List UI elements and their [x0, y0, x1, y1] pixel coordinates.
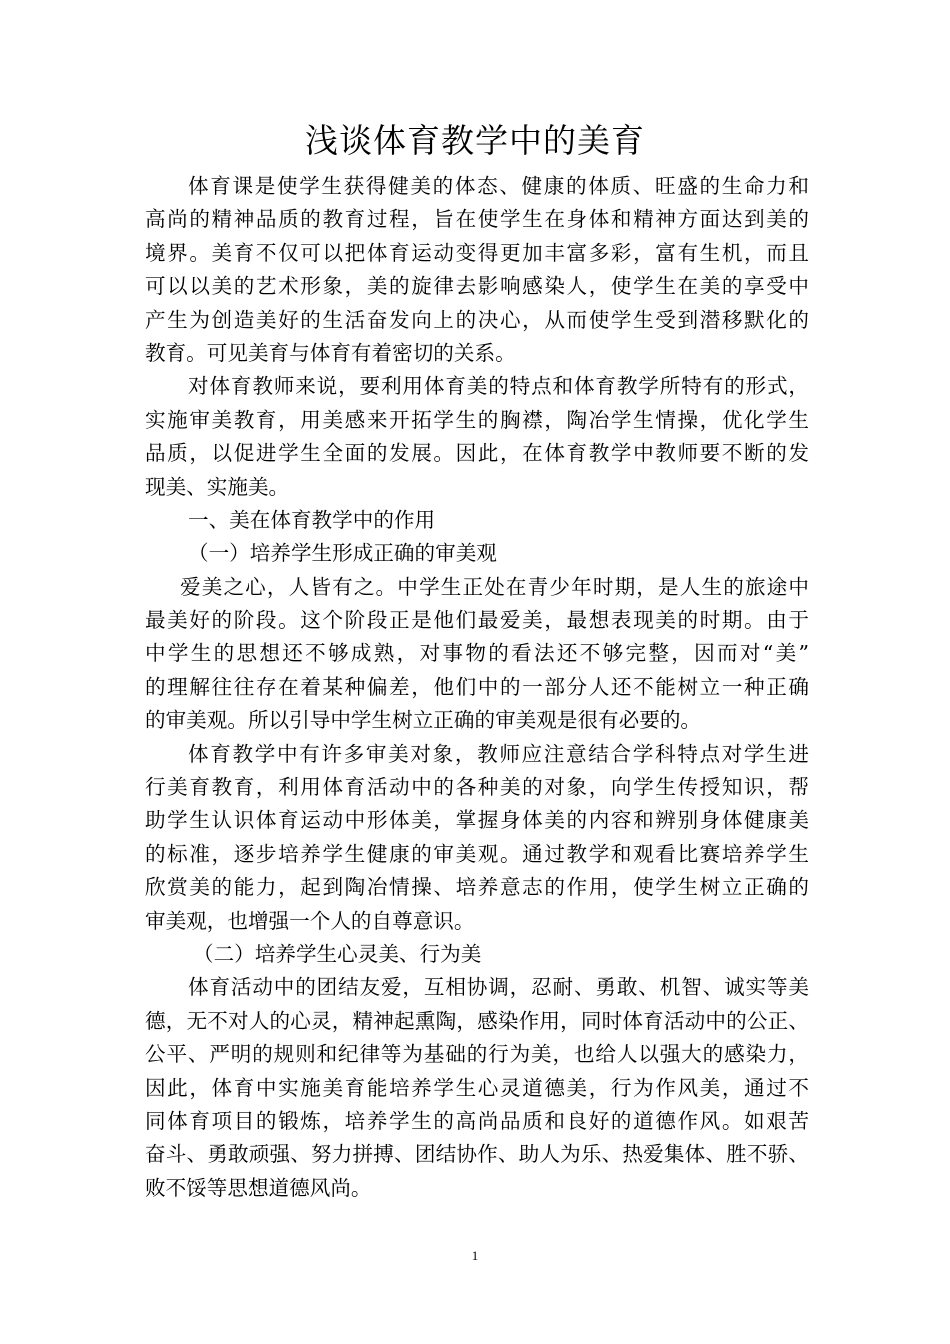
- text-line: 的理解往往存在着某种偏差，他们中的一部分人还不能树立一种正确: [145, 674, 809, 699]
- text-line: 德，无不对人的心灵，精神起熏陶，感染作用，同时体育活动中的公正、: [145, 1008, 809, 1033]
- text-line: 体育教学中有许多审美对象，教师应注意结合学科特点对学生进: [188, 741, 809, 766]
- text-line: 因此，体育中实施美育能培养学生心灵道德美，行为作风美，通过不: [145, 1075, 809, 1100]
- text-line: 的标准，逐步培养学生健康的审美观。通过教学和观看比赛培养学生: [145, 841, 809, 866]
- text-line: 教育。可见美育与体育有着密切的关系。: [145, 340, 516, 365]
- page-number: 1: [471, 1248, 479, 1263]
- text-line: 同体育项目的锻炼，培养学生的高尚品质和良好的道德作风。如艰苦: [145, 1108, 809, 1133]
- text-line: 品质，以促进学生全面的发展。因此，在体育教学中教师要不断的发: [145, 441, 809, 466]
- text-line: 最美好的阶段。这个阶段正是他们最爱美，最想表现美的时期。由于: [145, 608, 809, 633]
- text-line: 助学生认识体育运动中形体美，掌握身体美的内容和辨别身体健康美: [145, 808, 809, 833]
- text-line: 的审美观。所以引导中学生树立正确的审美观是很有必要的。: [145, 708, 702, 733]
- text-line: 行美育教育，利用体育活动中的各种美的对象，向学生传授知识，帮: [145, 775, 809, 800]
- text-line: 境界。美育不仅可以把体育运动变得更加丰富多彩，富有生机，而且: [145, 240, 809, 265]
- text-line: 奋斗、勇敢顽强、努力拼搏、团结协作、助人为乐、热爱集体、胜不骄、: [145, 1142, 809, 1167]
- text-line: 欣赏美的能力，起到陶冶情操、培养意志的作用，使学生树立正确的: [145, 875, 809, 900]
- document-title: 浅谈体育教学中的美育: [305, 121, 645, 160]
- document-body: [145, 170, 809, 1205]
- text-line: 实施审美教育，用美感来开拓学生的胸襟，陶冶学生情操，优化学生: [145, 407, 809, 432]
- text-line: 审美观，也增强一个人的自尊意识。: [145, 908, 475, 933]
- section-heading: 一、美在体育教学中的作用: [188, 507, 436, 532]
- text-line: 体育课是使学生获得健美的体态、健康的体质、旺盛的生命力和: [188, 174, 809, 198]
- text-line: 体育活动中的团结友爱，互相协调，忍耐、勇敢、机智、诚实等美: [188, 975, 809, 1000]
- text-line: 中学生的思想还不够成熟，对事物的看法还不够完整，因而对“美”: [145, 641, 809, 666]
- text-line: 公平、严明的规则和纪律等为基础的行为美，也给人以强大的感染力，: [145, 1042, 809, 1067]
- text-line: 败不馁等思想道德风尚。: [145, 1175, 372, 1200]
- subsection-heading: （二）培养学生心灵美、行为美: [193, 941, 482, 966]
- text-line: 产生为创造美好的生活奋发向上的决心，从而使学生受到潜移默化的: [145, 307, 809, 332]
- text-line: 高尚的精神品质的教育过程，旨在使学生在身体和精神方面达到美的: [145, 207, 809, 232]
- text-line: 爱美之心，人皆有之。中学生正处在青少年时期，是人生的旅途中: [180, 574, 809, 599]
- text-line: 现美、实施美。: [145, 474, 290, 499]
- text-line: 可以以美的艺术形象，美的旋律去影响感染人，使学生在美的享受中: [145, 274, 809, 299]
- text-line: 对体育教师来说，要利用体育美的特点和体育教学所特有的形式，: [188, 374, 809, 399]
- subsection-heading: （一）培养学生形成正确的审美观: [188, 541, 497, 566]
